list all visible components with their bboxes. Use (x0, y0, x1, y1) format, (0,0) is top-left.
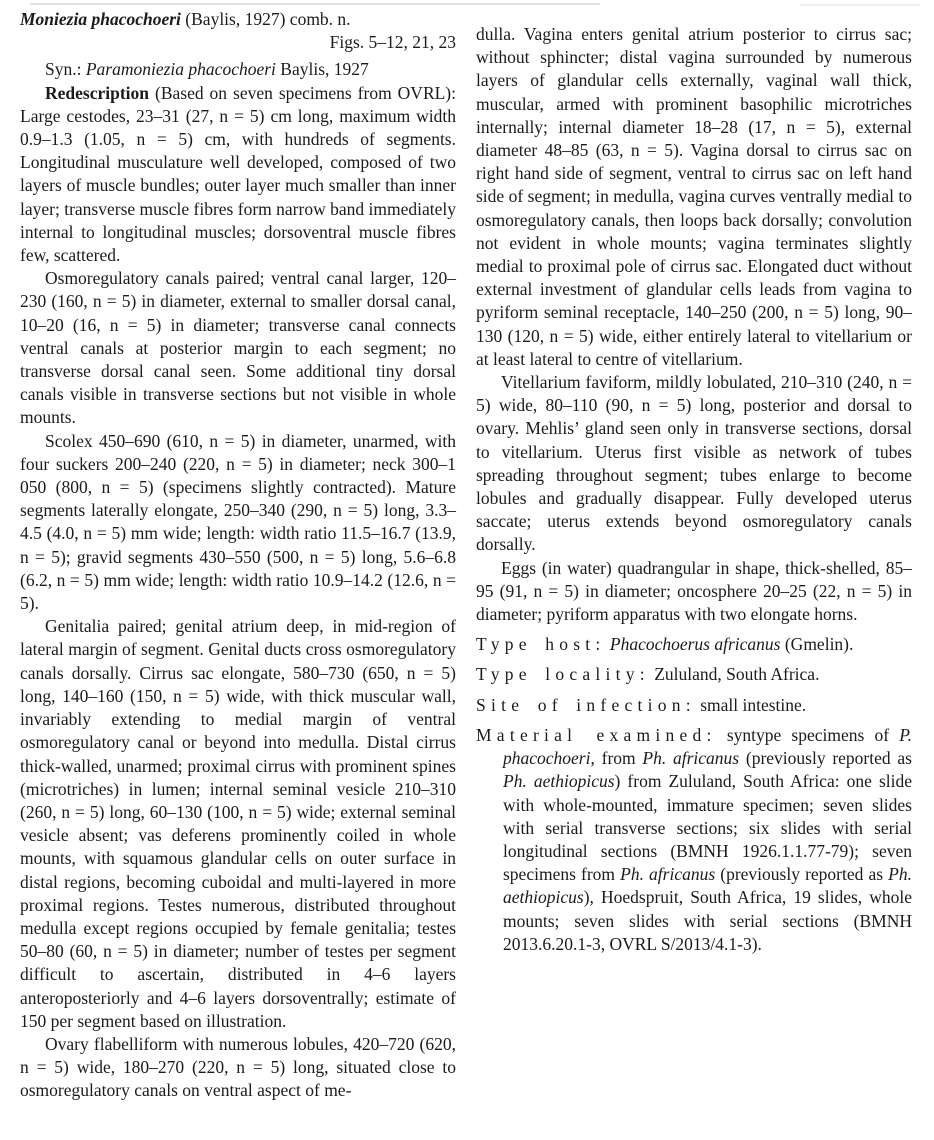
material-text: syntype specimens of (716, 724, 900, 745)
species-name: P. phacochoeri (503, 724, 912, 769)
host-authority: (Gmelin). (780, 634, 854, 655)
entry-site-of-infection (476, 694, 912, 717)
vagina-text: dulla. Vagina enters genital atrium posterior to cirrus sac; without sphincter; distal vagina surrounded by numerous layers of glandular cells externally, vaginal wall thick, muscular, armed with prominent basophilic microtriches internally; internal diameter 18–28 (17, n = 5), external diameter 48–85 (63, n = 5). Vagina dorsal to cirrus sac on right hand side of segment, ventral to cirrus sac on left hand side of segment; in medulla, vagina curves ventrally medial to osmoregulatory canals, then loops back dorsally; convolution not evident in whole mounts; vagina terminates slightly medial to proximal pole of cirrus sac. Elongated duct without external investment of glandular cells leads from vagina to pyriform seminal receptacle, 140–250 (200, n = 5) long, 90–130 (120, n = 5) wide, either entirely lateral to vitellarium or at least lateral to centre of vitellarium. (476, 24, 912, 369)
scan-artifact (800, 4, 920, 6)
material-text: (previously reported as (739, 748, 912, 769)
synonym-authority: Baylis, 1927 (275, 59, 369, 80)
entry-type-host (476, 633, 912, 656)
eggs-text: Eggs (in water) quadrangular in shape, thick-shelled, 85–95 (91, n = 5) in diameter; oncosphere 20–25 (22, n = 5) in diameter; pyriform apparatus with two elongate horns. (476, 557, 912, 625)
title-authority: (Baylis, 1927) comb. n. (180, 9, 351, 29)
type-locality-value: Zululand, South Africa. (649, 664, 820, 685)
title-species-name: Moniezia phacochoeri (20, 9, 181, 29)
title-line (20, 8, 456, 31)
paragraph-genitalia (20, 615, 456, 1033)
figure-reference: Figs. 5–12, 21, 23 (329, 32, 456, 53)
material-text: (previously reported as (715, 864, 889, 885)
species-name: Ph. aethiopicus (503, 864, 912, 908)
paragraph-ovary (20, 1033, 456, 1103)
paragraph-osmoregulatory (20, 267, 456, 429)
entry-label-type-locality: Type locality: (476, 664, 650, 685)
paragraph-eggs (476, 557, 912, 627)
paragraph-vitellarium (476, 371, 912, 557)
host-species-name: Phacochoerus africanus (609, 634, 781, 655)
material-text: , from (590, 748, 643, 769)
entry-label-material-examined: Material examined: (476, 724, 717, 745)
osmoregulatory-text: Osmoregulatory canals paired; ventral canal larger, 120–230 (160, n = 5) in diameter, external to smaller dorsal canal, 10–20 (16, n = 5) in diameter; transverse canal connects ventral canals at posterior margin to each segment; no transverse dorsal canal seen. Some additional tiny dorsal canals visible in transverse sections but not visible in whole mounts. (20, 268, 456, 428)
paragraph-vagina-continuation (476, 23, 912, 371)
entry-type-locality (476, 663, 912, 686)
redescription-label: Redescription (45, 82, 150, 103)
material-text: ) from Zululand, South Africa: one slide with whole-mounted, immature specimen; seven slides with serial transverse sections; six slides with serial longitudinal sections (BMNH 1926.1.1.77-79); seven specimens from (503, 771, 912, 885)
right-column (476, 8, 912, 1103)
paragraph-scolex (20, 430, 456, 616)
entry-material-examined (476, 724, 912, 956)
vitellarium-text: Vitellarium faviform, mildly lobulated, 210–310 (240, n = 5) wide, 80–110 (90, n = 5) long, posterior and dorsal to ovary. Mehlis’ gland seen only in transverse sections, dorsal to vitellarium. Uterus first visible as network of tubes spreading throughout segment; tubes enlarge to become lobules and gradually disappear. Fully developed uterus saccate; uterus extends beyond osmoregulatory canals dorsally. (476, 372, 912, 555)
material-text: ), Hoedspruit, South Africa, 19 slides, whole mounts; seven slides with serial sections (BMNH 2013.6.20.1-3, OVRL S/2013/4.1-3). (503, 887, 912, 954)
synonymy-label: Syn.: (45, 59, 86, 80)
species-name: Ph. africanus (620, 864, 716, 885)
species-name: Ph. aethiopicus (503, 771, 615, 792)
genitalia-text: Genitalia paired; genital atrium deep, in mid-region of lateral margin of segment. Genital ducts cross osmoregulatory canals dorsally. Cirrus sac elongate, 580–730 (650, n = 5) long, 140–160 (150, n = 5) wide, with thick muscular wall, invariably extending to medial margin of ventral osmoregulatory canal or beyond into medulla. Distal cirrus thick-walled, unarmed; proximal cirrus with prominent spines (microtriches) in lumen; internal seminal vesicle 210–310 (260, n = 5) long, 60–130 (100, n = 5) wide; external seminal vesicle absent; vas deferens prominently coiled in whole mounts, with squamous glandular cells on outer surface in distal regions, becoming cuboidal and multi-layered in more proximal regions. Testes numerous, distributed throughout medulla except regions occupied by female genitalia; testes 50–80 (60, n = 5) in diameter; number of testes per segment difficult to ascertain, distributed in 4–6 layers anteroposteriorly and 4–6 layers dorsoventrally; estimate of 150 per segment based on illustration. (20, 616, 456, 1031)
scan-artifact (30, 3, 600, 5)
ovary-text: Ovary flabelliform with numerous lobules, 420–720 (620, n = 5) wide, 180–270 (220, n = 5) long, situated close to osmoregulatory canals on ventral aspect of me- (20, 1033, 456, 1101)
entry-label-type-host: Type host: (476, 634, 606, 655)
entry-label-site-of-infection: Site of infection: (476, 694, 696, 715)
synonym-species-name: Paramoniezia phacochoeri (85, 59, 276, 80)
paragraph-synonymy (20, 58, 456, 81)
paragraph-redescription (20, 82, 456, 268)
redescription-body: (Based on seven specimens from OVRL): Large cestodes, 23–31 (27, n = 5) cm long, maximum width 0.9–1.3 (1.05, n = 5) cm, with hundreds of segments. Longitudinal musculature well developed, composed of two layers of muscle bundles; outer layer much smaller than inner layer; transverse muscle fibres form narrow band immediately internal to longitudinal muscles; dorsoventral muscle fibres few, scattered. (20, 82, 456, 266)
species-name: Ph. africanus (642, 748, 740, 769)
scolex-text: Scolex 450–690 (610, n = 5) in diameter, unarmed, with four suckers 200–240 (220, n = 5) in diameter; neck 300–1 050 (800, n = 5) (specimens slightly contracted). Mature segments laterally elongate, 250–340 (290, n = 5) long, 3.3–4.5 (4.0, n = 5) mm wide; length: width ratio 11.5–16.7 (13.9, n = 5); gravid segments 430–550 (500, n = 5) long, 5.6–6.8 (6.2, n = 5) mm wide; length: width ratio 10.9–14.2 (12.6, n = 5). (20, 430, 456, 614)
site-of-infection-value: small intestine. (695, 694, 807, 715)
left-column (20, 8, 456, 1103)
